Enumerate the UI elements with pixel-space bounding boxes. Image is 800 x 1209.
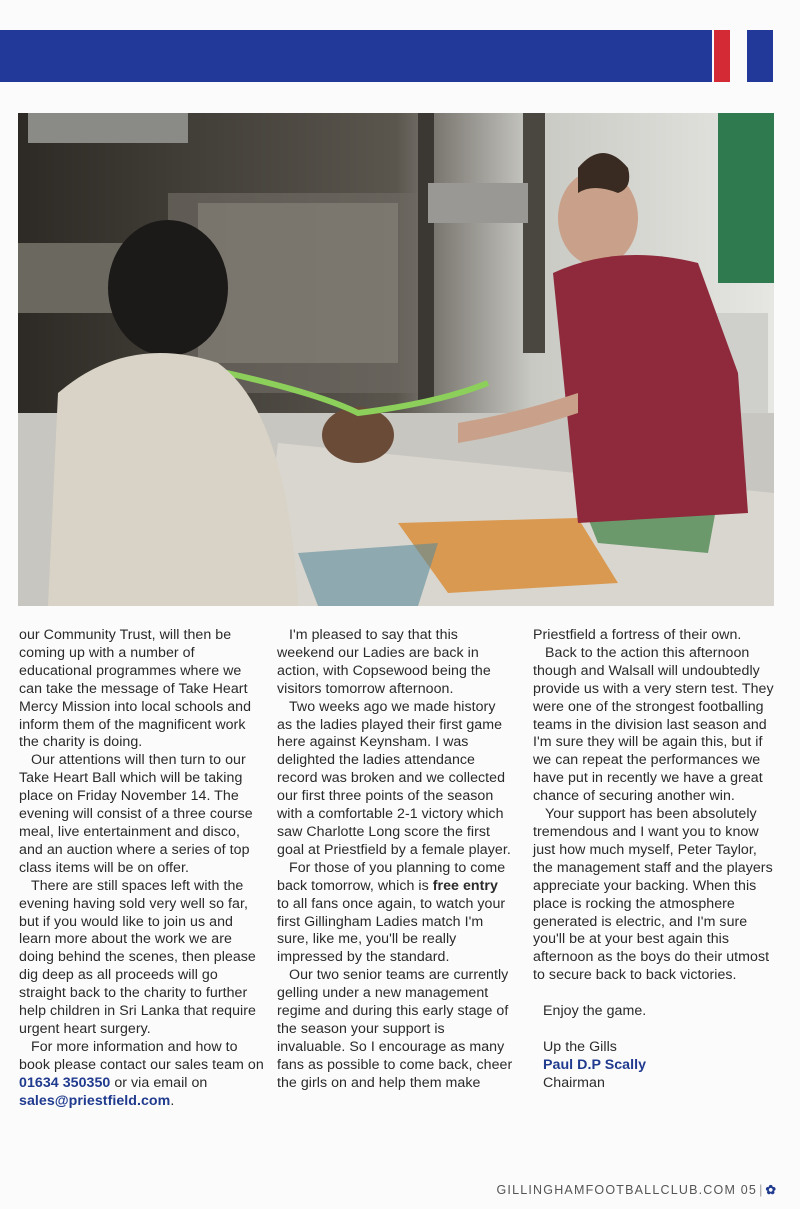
header-accent-blue [747,30,773,82]
text: to all fans once again, to watch your first Gillingham Ladies match I'm sure, like me, you'll be really impressed by the standard. [277,895,506,966]
signature-name-text: Paul D.P Scally [543,1056,647,1073]
paragraph-continuation: Priestfield a fortress of their own. [533,627,742,643]
contact-paragraph [19,1039,264,1111]
header-accent-red [714,30,730,82]
phone-number: 01634 350350 [19,1074,111,1091]
paragraph: our Community Trust, will then be coming up with a number of educational programmes where we can take the message of Take Heart Mercy Mission into local schools and inform them of the magnificent work the charity is doing. [19,627,252,751]
signature-name [533,1057,778,1075]
paragraph: I'm pleased to say that this weekend our Ladies are back in action, with Copsewood being the visitors tomorrow afternoon. [277,627,491,697]
footer-site: GILLINGHAMFOOTBALLCLUB.COM [496,1183,737,1197]
Gillingham-crest-icon: ✿ [765,1183,776,1197]
article-column-1 [19,627,264,1110]
closing-line: Enjoy the game. [543,1003,647,1020]
free-entry-paragraph [277,860,513,967]
text: . [170,1092,175,1109]
text: For more information and how to book please contact our sales team on [19,1038,264,1073]
text: or via email on [110,1074,208,1091]
header-bar [0,30,712,82]
paragraph: Our attentions will then turn to our Take Heart Ball which will be taking place on Friday November 14. The evening will consist of a three course meal, live entertainment and disco, and an auction where a series of top class items will be on offer. [19,752,253,876]
paragraph: Your support has been absolutely tremendous and I want you to know just how much myself, Peter Taylor, the management staff and the players appreciate your backing. When this place is rocking the atmosphere generated is electric, and I'm sure you'll be at your best again this afternoon as the boys do their utmost to secure back to back victories. [533,806,773,984]
email-link[interactable]: sales@priestfield.com [19,1092,171,1109]
paragraph: Our two senior teams are currently gelling under a new management regime and during this early stage of the season your support is invaluable. So I encourage as many fans as possible to come back, cheer the girls on and help them make [277,967,513,1091]
paragraph: Back to the action this afternoon though and Walsall will undoubtedly provide us with a very stern test. They were one of the strongest footballing teams in the division last season and I'm sure they will be again this, but if we can repeat the performances we have put in recently we have a great chance of securing another win. [533,644,774,805]
paragraph: Two weeks ago we made history as the ladies played their first game here against Keynsham. I was delighted the ladies attendance record was broken and we collected our first three points of the season with a comfortable 2-1 victory which saw Charlotte Long score the first goal at Priestfield by a female player. [277,698,511,858]
free-entry-highlight: free entry [432,877,498,894]
footer-page-number: 05 [740,1183,758,1197]
signature-title: Chairman [543,1074,605,1091]
article-column-2 [277,627,513,1093]
hospital-photo-icon [18,113,774,606]
signoff-line: Up the Gills [543,1039,617,1056]
page-footer: GILLINGHAMFOOTBALLCLUB.COM 05 | ✿ [496,1183,776,1197]
paragraph: There are still spaces left with the evening having sold very well so far, but if you would like to join us and learn more about the work we are doing behind the scenes, then please dig deep as all proceeds will go straight back to the charity to further help children in Sri Lanka that require urgent heart surgery. [19,877,256,1037]
article-column-3 [533,627,778,1093]
text: For those of you planning to come back tomorrow, which is [277,859,506,894]
